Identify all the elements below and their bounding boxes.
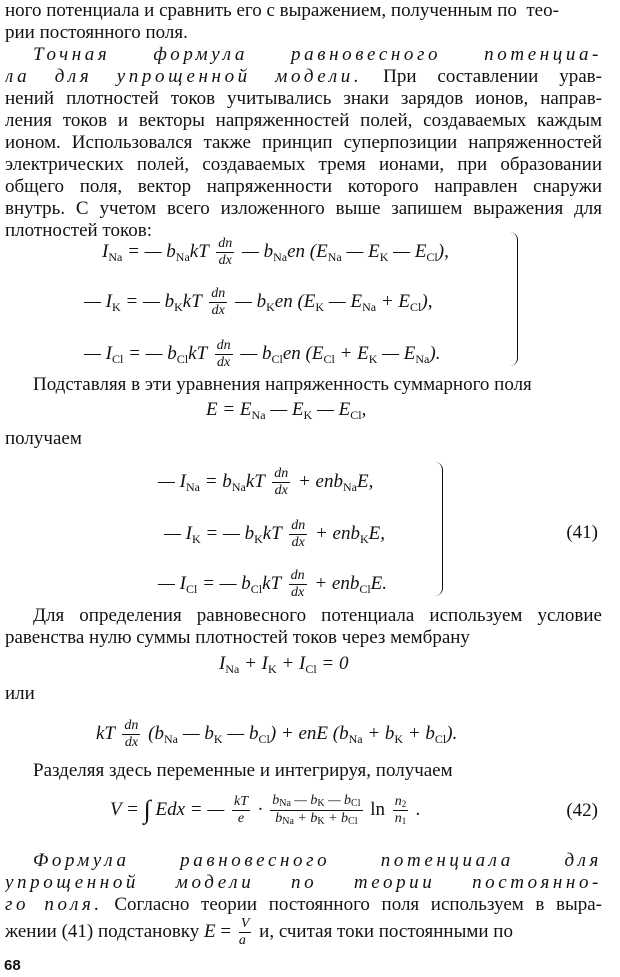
subst-paragraph (5, 374, 602, 396)
section2-line-2: упрощенной модели по теории постоянно- (5, 872, 602, 893)
eq-sum: $I_{Na} + I_K + I_{Cl} = 0$ (219, 653, 349, 676)
section1-line-7: общего поля, вектор напряженности которого направлен снаружи (5, 176, 602, 197)
intro-line-2: рии постоянного поля. (5, 22, 188, 43)
condition-line-2: равенства нулю суммы плотностей токов через мембрану (5, 627, 470, 648)
get-paragraph (5, 428, 602, 450)
separate-paragraph (5, 760, 602, 782)
section1-paragraph (5, 44, 602, 242)
eq-v: V = ∫ Edx = — $\frac{kT}{e}$ · $\frac{\text{bNa — bK — bCl}}{\text{bNa + bK + bCl}}$ ln $\frac{n2}{n1}$ . (110, 793, 421, 827)
section1-line-8: внутрь. С учетом всего изложенного выше запишем выражения для (5, 198, 602, 219)
page-number: 68 (4, 957, 21, 974)
right-brace-2 (434, 462, 443, 596)
equation-number-42: (42) (566, 800, 598, 821)
separate-line: Разделяя здесь переменные и интегрируя, получаем (33, 760, 453, 781)
eq-total-field: $E = E_{Na}$ — $E_K$ — $E_{Cl}$, (206, 399, 367, 422)
intro-line-1: ного потенциала и сравнить его с выражением, полученным по тео- (5, 0, 559, 21)
eq2-line-2: — $I_K$ = — $b_KkT$ $\frac{dn}{dx}$ + enb$_K$E, (164, 518, 386, 550)
eq1-line-2: — $I_K$ = — $b_KkT$ $\frac{dn}{dx}$ — $b_Ken$ ($E_K$ — $E_{Na} + E_{Cl}$), (84, 286, 433, 318)
section1-line-9: плотностей токов: (5, 220, 152, 241)
section1-line-3: нений плотностей токов учитывались знаки зарядов ионов, направ- (5, 88, 602, 109)
section1-line-2: ла для упрощенной модели. При составлении урав- (5, 66, 602, 87)
or-line: или (5, 683, 35, 704)
subst-line: Подставляя в эти уравнения напряженность суммарного поля (33, 374, 532, 395)
section1-line-4: ления токов и векторы напряженностей полей, создаваемых каждым (5, 110, 602, 131)
section2-line-1: Формула равновесного потенциала для (33, 850, 602, 871)
condition-paragraph (5, 605, 602, 649)
intro-paragraph (5, 0, 602, 44)
right-brace-1 (509, 232, 518, 366)
section1-line-5: ионом. Использовался также принцип суперпозиции напряженностей (5, 132, 602, 153)
section2-line-3: го поля. Согласно теории постоянного поля используем в выра- (5, 894, 602, 915)
condition-line-1: Для определения равновесного потенциала используем условие (33, 605, 602, 626)
section1-line-6: электрических полей, создаваемых тремя ионами, при образовании (5, 154, 602, 175)
eq1-line-1: $I_{Na}$ = — $b_{Na}kT$ $\frac{dn}{dx}$ — $b_{Na}en$ ($E_{Na}$ — $E_K$ — $E_{Cl}$), (102, 236, 449, 268)
eq1-line-3: — $I_{Cl}$ = — $b_{Cl}kT$ $\frac{dn}{dx}$ — $b_{Cl}en$ ($E_{Cl} + E_K$ — $E_{Na}$). (84, 338, 441, 370)
equation-number-41: (41) (566, 522, 598, 543)
or-paragraph (5, 683, 602, 705)
get-line: получаем (5, 428, 82, 449)
section2-line-4: жении (41) подстановку E = $\frac{V}{a}$ и, считая токи постоянными по (5, 916, 513, 946)
eq2-line-1: — $I_{Na} = b_{Na}kT$ $\frac{dn}{dx}$ + enb$_{Na}$E, (158, 466, 374, 498)
eq-kt: kT $\frac{dn}{dx}$ ($b_{Na}$ — $b_K$ — $b_{Cl}$) + enE $(b_{Na} + b_K + b_{Cl})$. (96, 718, 458, 750)
section1-line-1: Точная формула равновесного потенциа- (33, 44, 602, 65)
eq2-line-3: — $I_{Cl}$ = — $b_{Cl}kT$ $\frac{dn}{dx}$ + enb$_{Cl}$E. (158, 568, 388, 600)
section2-paragraph (5, 850, 602, 946)
